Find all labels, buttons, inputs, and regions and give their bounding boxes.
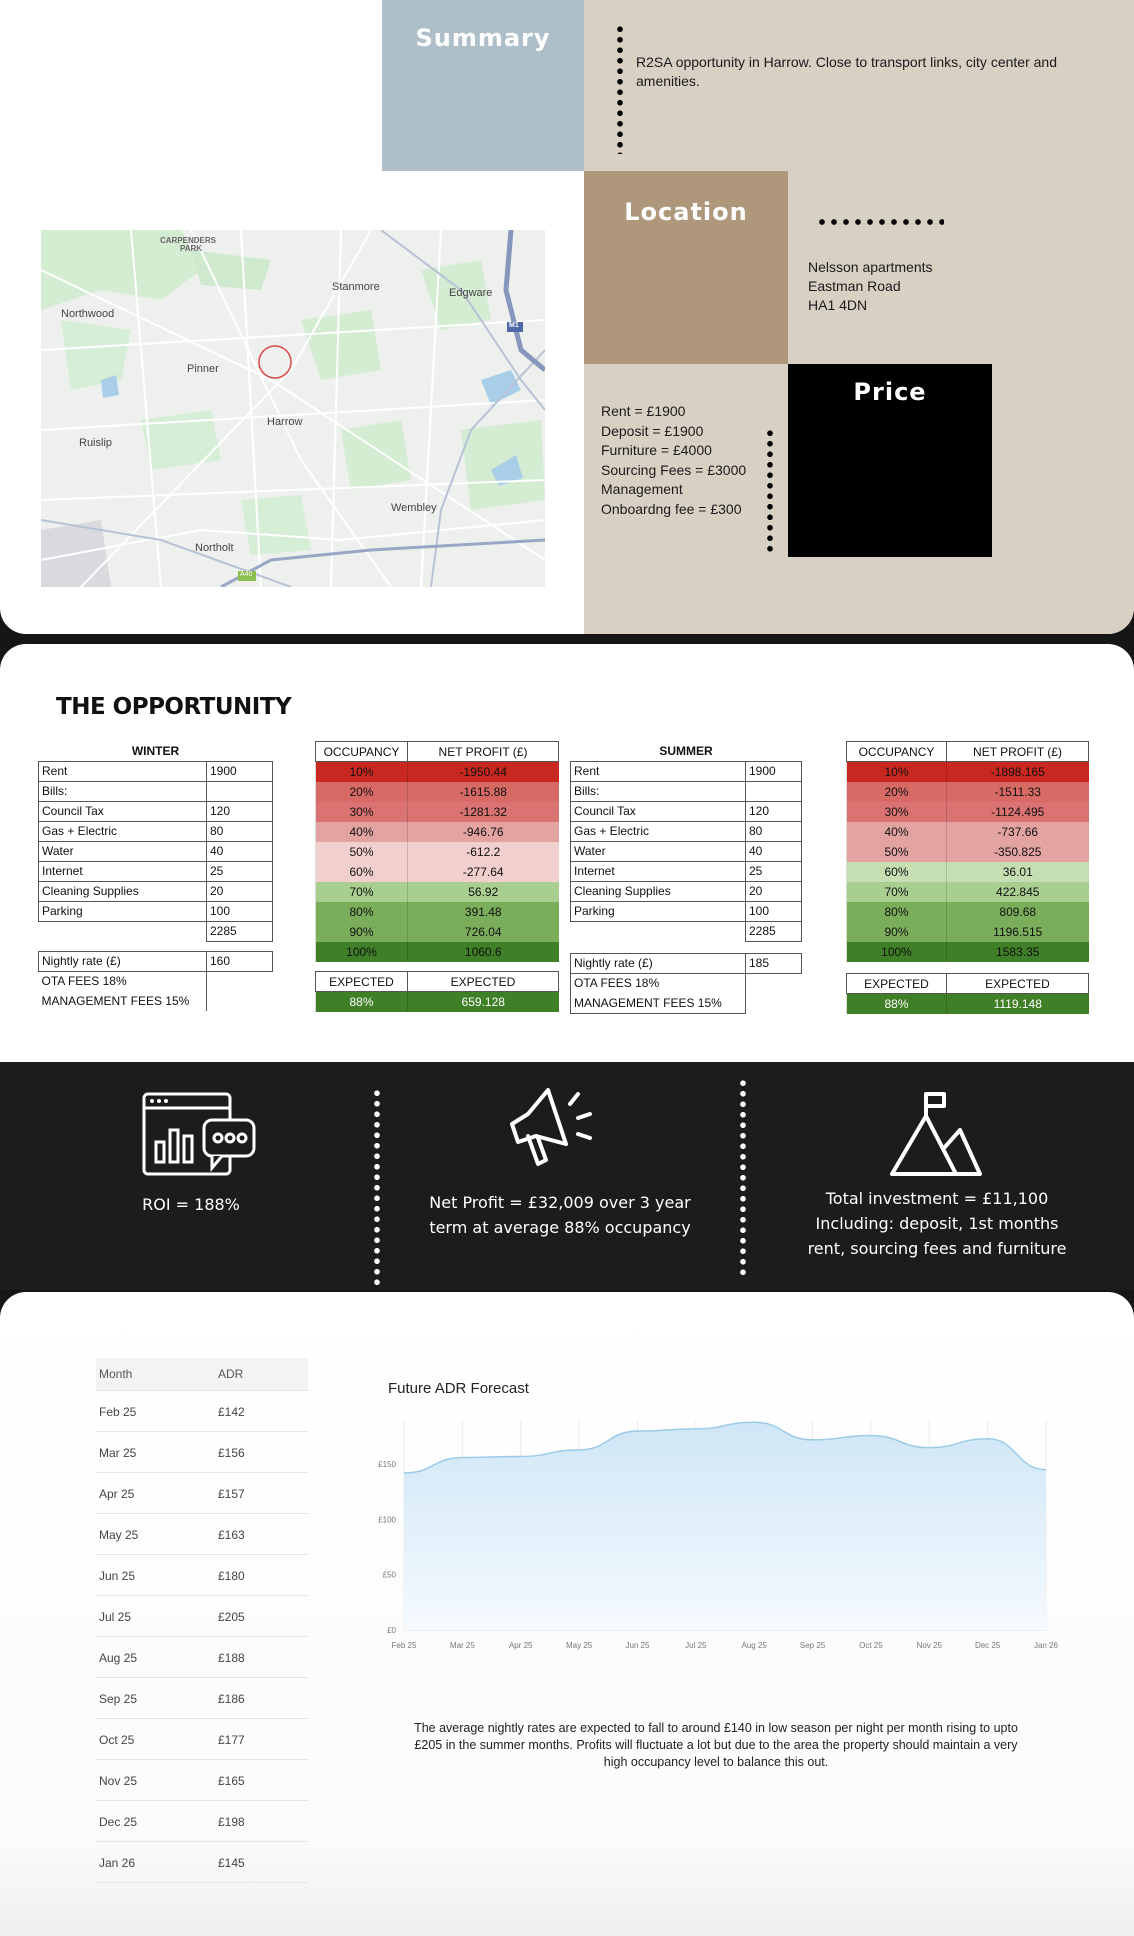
occupancy-value: 50%: [847, 842, 947, 862]
occupancy-value: 20%: [316, 782, 408, 802]
occupancy-row: [316, 922, 559, 942]
occupancy-value: 100%: [316, 942, 408, 962]
cost-label: Parking: [571, 901, 746, 921]
occupancy-value: 10%: [847, 762, 947, 782]
location-header-box: [584, 171, 788, 364]
occupancy-value: 30%: [847, 802, 947, 822]
adr-month: Dec 25: [99, 1815, 138, 1829]
roi-stat: ROI = 188%: [142, 1195, 240, 1214]
cost-total-row: [571, 921, 802, 941]
profit-value: 726.04: [408, 922, 559, 942]
map-label: CARPENDERS: [160, 236, 217, 245]
mountain-flag-icon: [888, 1090, 984, 1178]
net-profit-header: NET PROFIT (£): [947, 742, 1089, 762]
adr-value: £177: [218, 1733, 245, 1747]
address-line: Nelsson apartments: [808, 259, 933, 275]
cost-label: Internet: [39, 861, 207, 881]
occupancy-row: [847, 802, 1089, 822]
investment-line: Total investment = £11,100: [825, 1189, 1049, 1208]
adr-value: £180: [218, 1569, 245, 1583]
property-overview-panel: [0, 0, 1134, 634]
adr-row: [96, 1637, 308, 1678]
caption-line: The average nightly rates are expected to fall to around £140 in low season per night per month rising to upto: [414, 1721, 1018, 1735]
occupancy-value: 60%: [847, 862, 947, 882]
occupancy-row: [847, 902, 1089, 922]
cost-row: [39, 901, 273, 921]
occupancy-row: [847, 842, 1089, 862]
chart-caption: [386, 1720, 1046, 1771]
profit-value: 809.68: [947, 902, 1089, 922]
adr-row: [96, 1555, 308, 1596]
cost-row: [571, 821, 802, 841]
adr-column-header: ADR: [218, 1367, 244, 1381]
occupancy-value: 40%: [847, 822, 947, 842]
cost-label: Water: [571, 841, 746, 861]
adr-row: [96, 1719, 308, 1760]
adr-month: Sep 25: [99, 1692, 138, 1706]
y-tick-label: £100: [378, 1515, 396, 1525]
x-tick-label: Jan 26: [1033, 1641, 1059, 1650]
profit-value: 1060.6: [408, 942, 559, 962]
x-tick-label: Feb 25: [391, 1641, 417, 1650]
adr-value: £145: [218, 1856, 245, 1870]
adr-month: Oct 25: [99, 1733, 135, 1747]
cost-value: 80: [207, 821, 273, 841]
cost-value: 100: [207, 901, 273, 921]
cost-label: Bills:: [39, 781, 207, 801]
nightly-rate-value: 185: [746, 953, 802, 973]
adr-month: May 25: [99, 1528, 139, 1542]
address-line: HA1 4DN: [808, 297, 868, 313]
total-investment-stat: [790, 1186, 1084, 1261]
occupancy-value: 60%: [316, 862, 408, 882]
winter-occupancy-table: [315, 741, 559, 1012]
adr-value: £198: [218, 1815, 245, 1829]
adr-row: [96, 1473, 308, 1514]
adr-forecast-panel: [0, 1292, 1134, 1936]
cost-label: Gas + Electric: [39, 821, 207, 841]
map-label: PARK: [180, 244, 203, 253]
summer-occupancy-table: [846, 741, 1089, 1014]
adr-month: Aug 25: [99, 1651, 138, 1665]
location-address: [808, 258, 933, 315]
cost-row: [39, 841, 273, 861]
price-title: Price: [853, 378, 927, 406]
price-breakdown: [601, 402, 746, 519]
map-label: M1: [509, 322, 519, 329]
price-divider: [767, 428, 773, 556]
x-tick-label: Apr 25: [508, 1641, 533, 1650]
occupancy-header: OCCUPANCY: [847, 742, 947, 762]
y-tick-label: £0: [387, 1626, 396, 1635]
occupancy-value: 40%: [316, 822, 408, 842]
location-map[interactable]: [41, 230, 545, 587]
occupancy-row: [316, 842, 559, 862]
occupancy-row: [316, 802, 559, 822]
cost-value: 120: [746, 801, 802, 821]
x-tick-label: May 25: [565, 1641, 593, 1650]
cost-value: 20: [207, 881, 273, 901]
expected-header: EXPECTED: [408, 972, 559, 992]
cost-value: 25: [207, 861, 273, 881]
map-label: A40: [240, 571, 253, 578]
occupancy-row: [316, 882, 559, 902]
profit-value: 36.01: [947, 862, 1089, 882]
cost-row: [39, 881, 273, 901]
x-tick-label: Jul 25: [685, 1641, 707, 1650]
profit-value: -1898.165: [947, 762, 1089, 782]
occupancy-header: OCCUPANCY: [316, 742, 408, 762]
map-label: Edgware: [449, 287, 493, 299]
adr-value: £205: [218, 1610, 245, 1624]
profit-value: 1196.515: [947, 922, 1089, 942]
net-profit-stat: [400, 1190, 720, 1240]
cost-total: 2285: [207, 921, 273, 941]
x-tick-label: Nov 25: [916, 1641, 942, 1650]
cost-value: 1900: [746, 761, 802, 781]
cost-label: Water: [39, 841, 207, 861]
location-title: Location: [624, 198, 748, 226]
profit-value: -350.825: [947, 842, 1089, 862]
price-line: Rent = £1900: [601, 403, 686, 419]
price-line: Sourcing Fees = £3000: [601, 461, 747, 478]
opportunity-title: THE OPPORTUNITY: [56, 694, 292, 720]
occupancy-row: [847, 782, 1089, 802]
y-tick-label: £50: [382, 1570, 396, 1580]
occupancy-row: [316, 782, 559, 802]
expected-profit: 659.128: [408, 992, 559, 1012]
map-label: Stanmore: [332, 281, 380, 293]
cost-row: [39, 781, 273, 801]
occupancy-row: [847, 762, 1089, 782]
cost-value: 25: [746, 861, 802, 881]
map-label: Northwood: [61, 308, 115, 320]
occupancy-value: 20%: [847, 782, 947, 802]
cost-label: Parking: [39, 901, 207, 921]
cost-label: Council Tax: [571, 801, 746, 821]
area-fill: [404, 1422, 1046, 1630]
investment-line: Including: deposit, 1st months: [815, 1214, 1059, 1233]
adr-value: £156: [218, 1446, 245, 1460]
x-tick-label: Sep 25: [799, 1641, 826, 1650]
map-graphic: [41, 230, 545, 587]
map-label: Pinner: [187, 363, 219, 375]
expected-profit: 1119.148: [947, 994, 1089, 1014]
expected-occupancy: 88%: [847, 994, 947, 1014]
summary-title: Summary: [415, 24, 551, 52]
cost-total: 2285: [746, 921, 802, 941]
nightly-rate-label: Nightly rate (£): [571, 953, 746, 973]
profit-value: -1511.33: [947, 782, 1089, 802]
price-header-box: [788, 364, 992, 557]
investment-line: rent, sourcing fees and furniture: [807, 1239, 1067, 1258]
cost-label: Cleaning Supplies: [39, 881, 207, 901]
adr-value: £163: [218, 1528, 245, 1542]
management-fees-label: MANAGEMENT FEES 15%: [41, 994, 190, 1008]
y-tick-label: £150: [378, 1460, 396, 1470]
occupancy-row: [847, 822, 1089, 842]
occupancy-value: 70%: [847, 882, 947, 902]
map-label: Harrow: [267, 416, 303, 428]
summary-text: R2SA opportunity in Harrow. Close to transport links, city center and amenities.: [636, 54, 1057, 89]
adr-month: Jul 25: [99, 1610, 132, 1624]
cost-row: [571, 841, 802, 861]
x-tick-label: Aug 25: [741, 1641, 767, 1650]
cost-row: [39, 821, 273, 841]
adr-month: Feb 25: [99, 1405, 137, 1419]
profit-value: -737.66: [947, 822, 1089, 842]
summary-divider: [617, 24, 623, 154]
cost-label: Gas + Electric: [571, 821, 746, 841]
cost-value: [207, 781, 273, 801]
occupancy-value: 30%: [316, 802, 408, 822]
profit-value: -612.2: [408, 842, 559, 862]
price-line: Deposit = £1900: [601, 422, 704, 439]
summer-title: SUMMER: [659, 743, 713, 758]
cost-label: Bills:: [571, 781, 746, 801]
adr-row: [96, 1391, 308, 1432]
adr-month: Mar 25: [99, 1446, 137, 1460]
cost-value: 120: [207, 801, 273, 821]
adr-month: Jun 25: [99, 1569, 136, 1583]
ota-fees-label: OTA FEES 18%: [571, 973, 746, 993]
cost-label: Cleaning Supplies: [571, 881, 746, 901]
occupancy-value: 50%: [316, 842, 408, 862]
profit-value: 422.845: [947, 882, 1089, 902]
profit-value: -946.76: [408, 822, 559, 842]
stats-divider: [374, 1088, 380, 1288]
adr-row: [96, 1842, 308, 1883]
x-tick-label: Jun 25: [625, 1641, 650, 1650]
cost-value: 100: [746, 901, 802, 921]
summary-header-box: [382, 0, 584, 171]
summer-cost-table: [570, 741, 802, 1014]
address-line: Eastman Road: [808, 278, 901, 294]
expected-header: EXPECTED: [947, 974, 1089, 994]
occupancy-value: 80%: [847, 902, 947, 922]
cost-value: 40: [746, 841, 802, 861]
cost-row: [39, 801, 273, 821]
cost-row: [571, 861, 802, 881]
adr-row: [96, 1678, 308, 1719]
adr-month: Nov 25: [99, 1774, 138, 1788]
expected-occupancy: 88%: [316, 992, 408, 1012]
profit-value: -277.64: [408, 862, 559, 882]
adr-value: £186: [218, 1692, 245, 1706]
location-divider: [816, 219, 944, 225]
map-label: Ruislip: [79, 437, 113, 449]
cost-total-row: [39, 921, 273, 941]
price-line: Furniture = £4000: [601, 442, 712, 458]
caption-line: high occupancy level to balance this out.: [603, 1755, 829, 1769]
occupancy-value: 80%: [316, 902, 408, 922]
adr-value: £142: [218, 1405, 245, 1419]
profit-value: -1124.495: [947, 802, 1089, 822]
ota-fees-label: OTA FEES 18%: [41, 974, 127, 989]
occupancy-row: [847, 922, 1089, 942]
x-tick-label: Mar 25: [449, 1641, 475, 1650]
net-profit-header: NET PROFIT (£): [408, 742, 559, 762]
adr-row: [96, 1432, 308, 1473]
profit-value: 56.92: [408, 882, 559, 902]
cost-label: Rent: [39, 761, 207, 781]
adr-value: £165: [218, 1774, 245, 1788]
net-profit-line: term at average 88% occupancy: [429, 1218, 691, 1237]
occupancy-row: [316, 862, 559, 882]
nightly-rate-value: 160: [207, 951, 273, 971]
cost-label: Internet: [571, 861, 746, 881]
expected-header: EXPECTED: [847, 974, 947, 994]
occupancy-value: 70%: [316, 882, 408, 902]
cost-row: [571, 801, 802, 821]
adr-row: [96, 1514, 308, 1555]
profit-value: 391.48: [408, 902, 559, 922]
nightly-rate-label: Nightly rate (£): [39, 951, 207, 971]
adr-row: [96, 1760, 308, 1801]
profit-value: -1950.44: [408, 762, 559, 782]
profit-value: 1583.35: [947, 942, 1089, 962]
cost-row: [571, 881, 802, 901]
price-line: Onboardng fee = £300: [601, 500, 742, 517]
cost-row: [571, 761, 802, 781]
occupancy-row: [847, 942, 1089, 962]
chart-title: Future ADR Forecast: [388, 1380, 529, 1397]
stats-divider: [740, 1078, 746, 1278]
occupancy-row: [847, 862, 1089, 882]
adr-month: Jan 26: [99, 1856, 136, 1870]
profit-value: -1615.88: [408, 782, 559, 802]
management-fees-label: MANAGEMENT FEES 15%: [571, 993, 746, 1013]
adr-area-chart: [366, 1410, 1066, 1690]
occupancy-value: 10%: [316, 762, 408, 782]
x-tick-label: Dec 25: [974, 1641, 1001, 1650]
occupancy-value: 90%: [316, 922, 408, 942]
x-tick-label: Oct 25: [859, 1641, 883, 1650]
cost-value: 40: [207, 841, 273, 861]
winter-cost-table: [38, 741, 273, 1011]
map-label: Northolt: [195, 542, 234, 554]
occupancy-row: [316, 822, 559, 842]
cost-row: [571, 781, 802, 801]
cost-value: 80: [746, 821, 802, 841]
cost-label: Rent: [571, 761, 746, 781]
adr-row: [96, 1801, 308, 1842]
cost-value: 20: [746, 881, 802, 901]
profit-value: -1281.32: [408, 802, 559, 822]
price-line: Management: [601, 481, 683, 497]
megaphone-icon: [508, 1080, 612, 1176]
cost-row: [39, 861, 273, 881]
cost-value: 1900: [207, 761, 273, 781]
winter-title: WINTER: [131, 743, 180, 758]
occupancy-value: 100%: [847, 942, 947, 962]
occupancy-row: [847, 882, 1089, 902]
occupancy-row: [316, 902, 559, 922]
adr-table-header: [96, 1358, 308, 1391]
adr-row: [96, 1596, 308, 1637]
adr-month: Apr 25: [99, 1487, 135, 1501]
analytics-icon: [142, 1092, 256, 1180]
caption-line: £205 in the summer months. Profits will fluctuate a lot but due to the area the property should maintain a very: [414, 1738, 1018, 1752]
adr-value: £188: [218, 1651, 245, 1665]
cost-value: [746, 781, 802, 801]
expected-header: EXPECTED: [316, 972, 408, 992]
adr-value: £157: [218, 1487, 245, 1501]
cost-row: [571, 901, 802, 921]
cost-label: Council Tax: [39, 801, 207, 821]
month-column-header: Month: [99, 1367, 133, 1381]
key-stats-panel: [0, 1062, 1134, 1290]
net-profit-line: Net Profit = £32,009 over 3 year: [429, 1193, 691, 1212]
occupancy-row: [316, 942, 559, 962]
opportunity-panel: [0, 644, 1134, 1062]
cost-row: [39, 761, 273, 781]
occupancy-value: 90%: [847, 922, 947, 942]
occupancy-row: [316, 762, 559, 782]
map-label: Wembley: [391, 502, 437, 514]
